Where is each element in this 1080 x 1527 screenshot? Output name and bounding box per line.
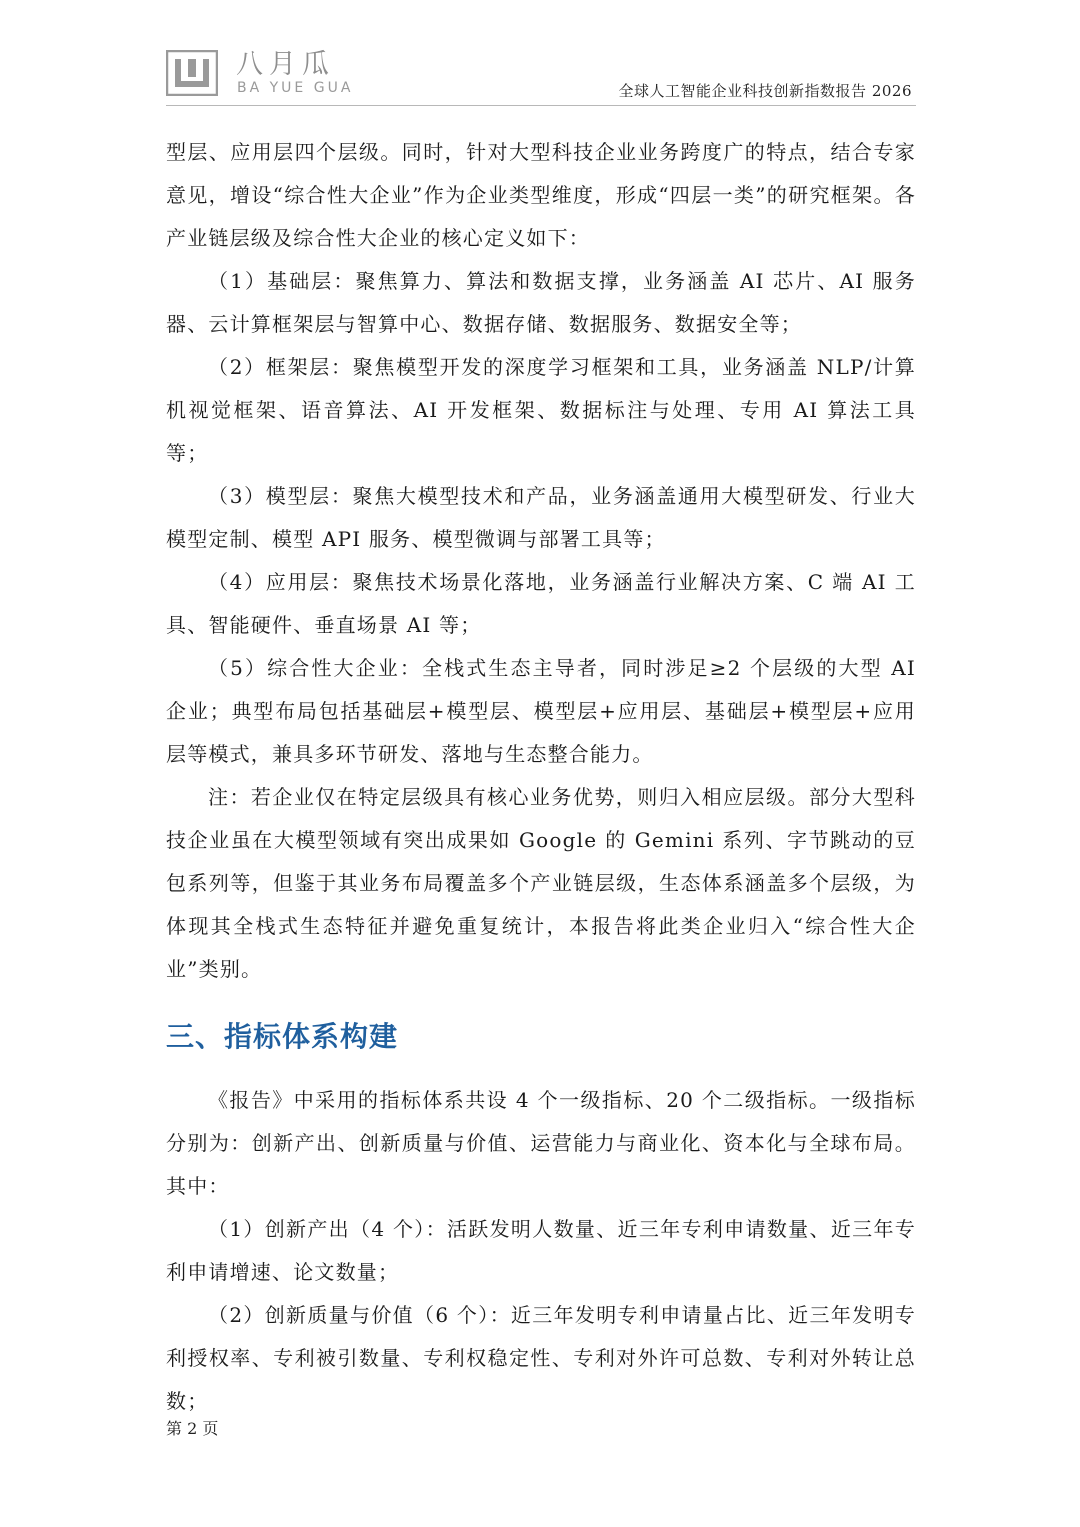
section-heading: 三、指标体系构建 <box>166 1020 399 1053</box>
header-divider <box>166 105 916 106</box>
report-title: 全球人工智能企业科技创新指数报告 2026 <box>618 82 912 100</box>
intro-paragraph: 型层、应用层四个层级。同时，针对大型科技企业业务跨度广的特点，结合专家意见，增设“综合性大企业”作为企业类型维度，形成“四层一类”的研究框架。各产业链层级及综合性大企业的核心定义如下： <box>166 140 916 250</box>
indicators-intro: 《报告》中采用的指标体系共设 4 个一级指标、20 个二级指标。一级指标分别为：创新产出、创新质量与价值、运营能力与商业化、资本化与全球布局。其中： <box>166 1088 916 1198</box>
layer-item-3: （3）模型层：聚焦大模型技术和产品，业务涵盖通用大模型研发、行业大模型定制、模型 API 服务、模型微调与部署工具等； <box>166 484 916 551</box>
indicator-item-1: （1）创新产出（4 个）：活跃发明人数量、近三年专利申请数量、近三年专利申请增速、论文数量； <box>166 1217 916 1284</box>
layer-item-1: （1）基础层：聚焦算力、算法和数据支撑，业务涵盖 AI 芯片、AI 服务器、云计算框架层与智算中心、数据存储、数据服务、数据安全等； <box>166 269 916 336</box>
page-body <box>166 131 916 1423</box>
layer-item-5: （5）综合性大企业：全栈式生态主导者，同时涉足≥2 个层级的大型 AI 企业；典型布局包括基础层+模型层、模型层+应用层、基础层+模型层+应用层等模式，兼具多环节研发、落地与生态整合能力。 <box>166 656 916 766</box>
page-number: 第 2 页 <box>166 1419 219 1438</box>
brand-name-cn: 八月瓜 <box>236 49 335 80</box>
brand-name-en: BA YUE GUA <box>237 80 354 96</box>
bayuegua-logo-icon <box>166 50 218 96</box>
page-header <box>0 0 1080 110</box>
layer-item-2: （2）框架层：聚焦模型开发的深度学习框架和工具，业务涵盖 NLP/计算机视觉框架、语音算法、AI 开发框架、数据标注与处理、专用 AI 算法工具等； <box>166 355 916 465</box>
layer-item-4: （4）应用层：聚焦技术场景化落地，业务涵盖行业解决方案、C 端 AI 工具、智能硬件、垂直场景 AI 等； <box>166 570 916 637</box>
note-paragraph: 注：若企业仅在特定层级具有核心业务优势，则归入相应层级。部分大型科技企业虽在大模型领域有突出成果如 Google 的 Gemini 系列、字节跳动的豆包系列等，但鉴于其业务布局覆盖多个产业链层级，生态体系涵盖多个层级，为体现其全栈式生态特征并避免重复统计，本报告将此类企业归入“综合性大企业”类别。 <box>166 785 916 981</box>
indicator-item-2: （2）创新质量与价值（6 个）：近三年发明专利申请量占比、近三年发明专利授权率、专利被引数量、专利权稳定性、专利对外许可总数、专利对外转让总数； <box>166 1303 916 1413</box>
